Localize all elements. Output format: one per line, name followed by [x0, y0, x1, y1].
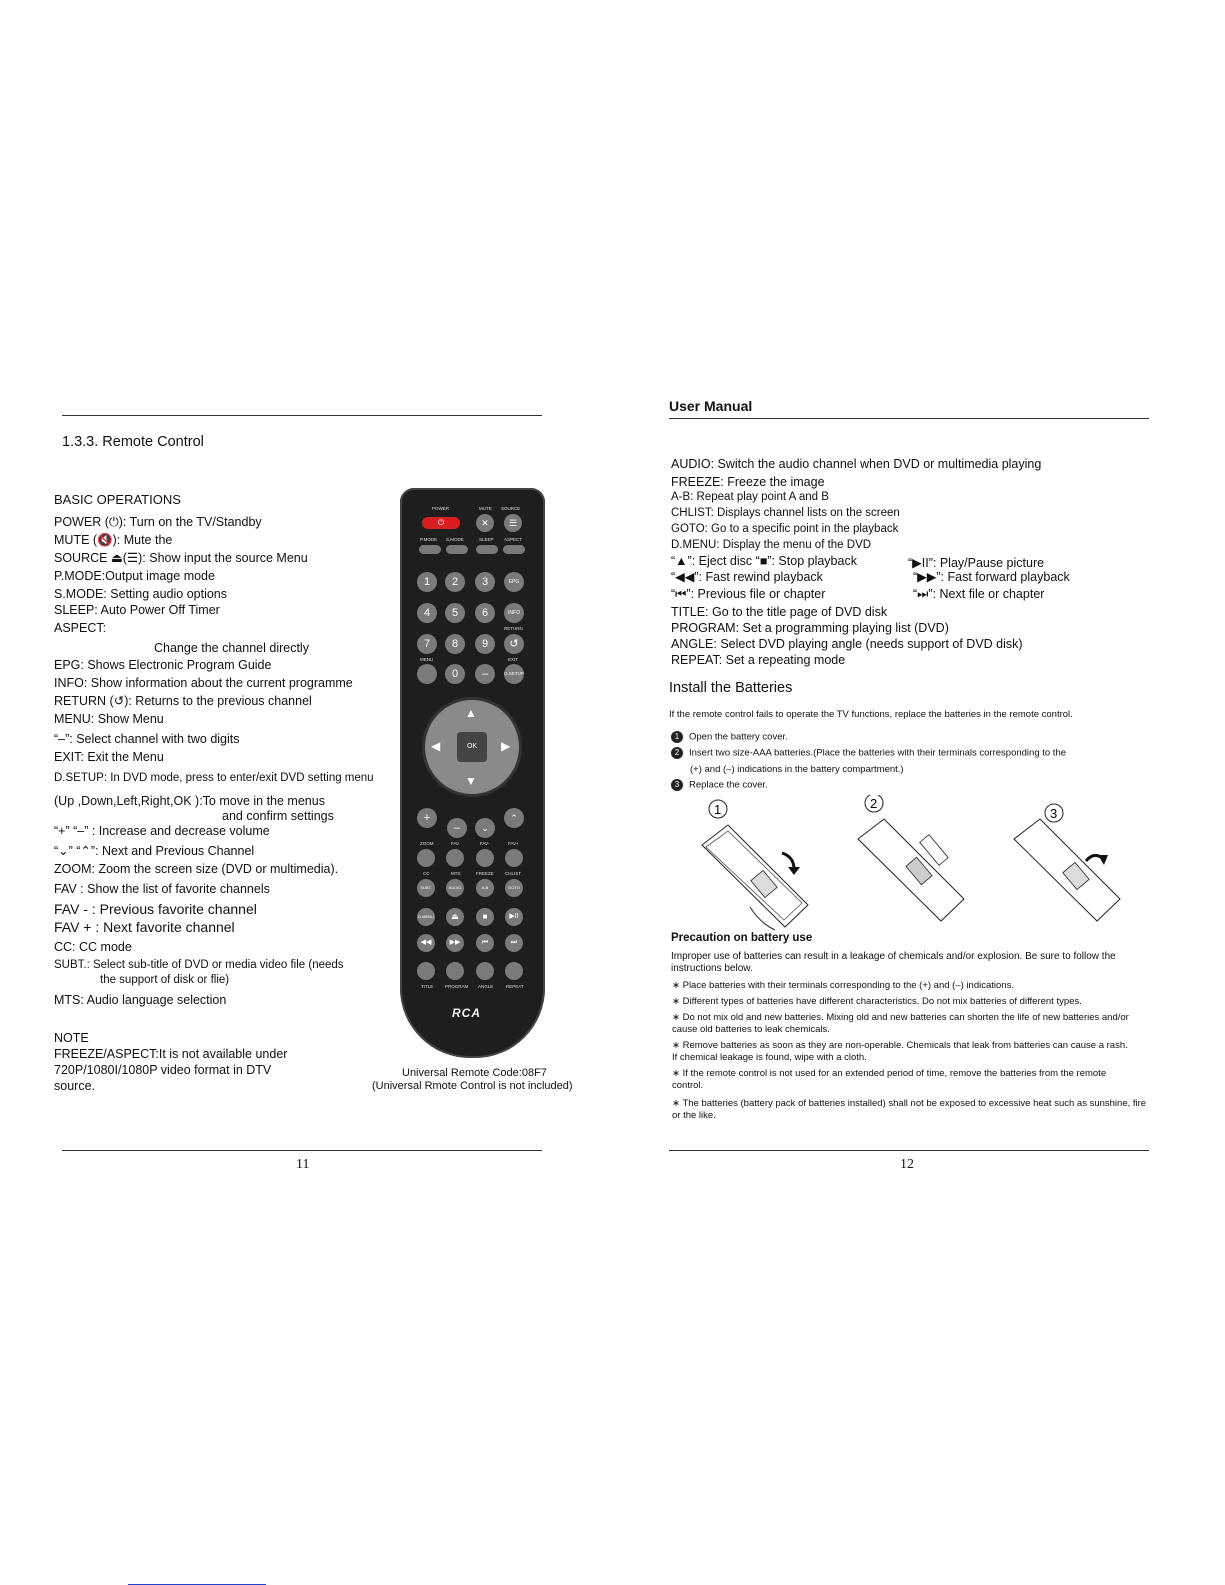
digit-6-button: 6 [475, 603, 495, 623]
dvd-prev-chapter: “⏮”: Previous file or chapter [671, 587, 826, 601]
desc-dmenu: D.MENU: Display the menu of the DVD [671, 539, 872, 551]
battery-title: Install the Batteries [669, 680, 793, 696]
vol-up-button: + [417, 808, 437, 828]
remote-label-mts: MTS [451, 871, 461, 876]
remote-label-mute: MUTE [479, 506, 492, 511]
step-1 [671, 731, 788, 743]
note-heading: NOTE [54, 1031, 89, 1045]
op-line-digits: Change the channel directly [154, 641, 309, 655]
left-bottom-rule [62, 1150, 542, 1151]
precaution-item: ∗ Different types of batteries have different characteristics. Do not mix batteries of different types. [672, 996, 1082, 1007]
note-line-1: FREEZE/ASPECT:It is not available under [54, 1047, 288, 1061]
remote-label-return: RETURN [504, 626, 523, 631]
dvd-next-chapter: “⏭”: Next file or chapter [913, 587, 1045, 601]
right-top-rule [669, 418, 1149, 419]
op-line-info: INFO: Show information about the current programme [54, 676, 353, 690]
remote-label-fav-minus: FAV- [480, 841, 490, 846]
remote-label-cc: CC [423, 871, 430, 876]
desc-angle: ANGLE: Select DVD playing angle (needs support of DVD disk) [671, 637, 1023, 651]
step-1-number: 1 [671, 731, 683, 743]
remote-label-angle: ANGLE [478, 984, 494, 989]
desc-repeat: REPEAT: Set a repeating mode [671, 653, 846, 667]
digit-9-button: 9 [475, 634, 495, 654]
figure-3-label: 3 [1050, 806, 1058, 821]
desc-freeze: FREEZE: Freeze the image [671, 475, 825, 489]
digit-3-button: 3 [475, 572, 495, 592]
fav-button [446, 849, 464, 867]
precaution-item-1: Place batteries with their terminals corresponding to the (+) and (–) indications. [682, 980, 1014, 991]
figure-2 [858, 795, 964, 921]
op-line-epg: EPG: Shows Electronic Program Guide [54, 658, 272, 672]
op-line-dsetup: D.SETUP: In DVD mode, press to enter/exit DVD setting menu [54, 772, 374, 784]
eject-button: ⏏ [446, 908, 464, 926]
desc-audio: AUDIO: Switch the audio channel when DVD or multimedia playing [671, 457, 1042, 471]
remote-label-chlist: CHLIST [505, 871, 522, 876]
remote-label-power: POWER [432, 506, 450, 511]
op-line-fav-plus: FAV + : Next favorite channel [54, 919, 235, 935]
precaution-title: Precaution on battery use [671, 932, 813, 944]
op-line-smode: S.MODE: Setting audio options [54, 587, 228, 601]
step-2-continued [690, 764, 904, 775]
fav-plus-button [505, 849, 523, 867]
step-2 [671, 747, 1066, 759]
remote-label-program: PROGRAM [445, 984, 469, 989]
step-2-number: 2 [671, 747, 683, 759]
subt-button: SUBT. [417, 879, 435, 897]
remote-label-repeat: REPEAT [506, 984, 524, 989]
figure-1 [702, 800, 808, 930]
pmode-button [419, 545, 441, 554]
op-line-power: POWER (⏻): Turn on the TV/Standby [54, 515, 262, 529]
remote-label-exit: EXIT [508, 657, 519, 662]
remote-label-source: SOURCE [501, 506, 521, 511]
info-button: INFO [504, 603, 524, 623]
dash-button: – [475, 664, 495, 684]
digit-0-button: 0 [445, 664, 465, 684]
dpad-right-icon: ▶ [501, 739, 511, 753]
op-line-return: RETURN (↺): Returns to the previous channel [54, 694, 312, 708]
ch-up-button: ⌃ [504, 808, 524, 828]
digit-4-button: 4 [417, 603, 437, 623]
op-line-volume: “+” “–” : Increase and decrease volume [54, 824, 270, 838]
dvd-play-pause: “▶II”: Play/Pause picture [908, 556, 1045, 570]
remote-label-title: TITLE [421, 984, 434, 989]
title-button [417, 962, 435, 980]
ok-button: OK [457, 732, 487, 762]
fav-minus-button [476, 849, 494, 867]
remote-code: Universal Remote Code:08F7 [402, 1067, 547, 1079]
op-line-cc: CC: CC mode [54, 940, 132, 954]
op-line-nav-2: and confirm settings [222, 809, 334, 823]
rewind-button: ◀◀ [417, 934, 435, 952]
step-1-text: Open the battery cover. [689, 731, 788, 743]
step-3-text: Replace the cover. [689, 779, 768, 791]
next-chapter-button: ⏭ [505, 934, 523, 952]
step-2-continued-text: (+) and (–) indications in the battery compartment.) [690, 764, 904, 775]
remote-label-aspect: ASPECT [504, 537, 523, 542]
precaution-item-4: Remove batteries as soon as they are non-operable. Chemicals that leak from batteries can cause a rash. If chemical leakage is found, wipe with a cloth. [672, 1040, 1128, 1063]
left-top-rule [62, 415, 542, 416]
precaution-item: ∗ If the remote control is not used for an extended period of time, remove the batteries from the remote control. [672, 1068, 1107, 1091]
remote-label-smode: S.MODE [446, 537, 464, 542]
remote-label-fav: FAV [451, 841, 460, 846]
dpad-down-icon: ▼ [465, 774, 477, 788]
forward-button: ▶▶ [446, 934, 464, 952]
remote-control-illustration [400, 488, 545, 1058]
precaution-item-3: Do not mix old and new batteries. Mixing old and new batteries can shorten the life of new batteries and/or cause old batteries to leak chemicals. [672, 1012, 1129, 1035]
op-line-zoom: ZOOM: Zoom the screen size (DVD or multimedia). [54, 862, 339, 876]
digit-2-button: 2 [445, 572, 465, 592]
desc-ab: A-B: Repeat play point A and B [671, 491, 829, 503]
remote-label-sleep: SLEEP [479, 537, 494, 542]
play-pause-button: ▶II [505, 908, 523, 926]
dvd-eject-stop: “▲”: Eject disc “■”: Stop playback [671, 554, 857, 568]
note-line-3: source. [54, 1079, 95, 1093]
precaution-item-2: Different types of batteries have different characteristics. Do not mix batteries of different types. [682, 996, 1082, 1007]
digit-1-button: 1 [417, 572, 437, 592]
basic-operations-heading: BASIC OPERATIONS [54, 492, 181, 507]
figure-3 [1014, 804, 1120, 921]
op-line-source: SOURCE ⏏(☰): Show input the source Menu [54, 551, 308, 565]
remote-code-note: (Universal Rmote Control is not included) [372, 1080, 573, 1092]
precaution-item-5: If the remote control is not used for an extended period of time, remove the batteries from the remote control. [672, 1068, 1107, 1091]
goto-button: GOTO [505, 879, 523, 897]
vol-down-button: – [447, 818, 467, 838]
digit-5-button: 5 [445, 603, 465, 623]
battery-intro: If the remote control fails to operate the TV functions, replace the batteries in the remote control. [669, 709, 1073, 720]
remote-label-zoom: ZOOM [420, 841, 434, 846]
figure-1-label: 1 [714, 802, 722, 817]
audio-button: AUDIO [446, 879, 464, 897]
op-line-fav-minus: FAV - : Previous favorite channel [54, 901, 257, 917]
op-line-nav: (Up ,Down,Left,Right,OK ):To move in the menus [54, 794, 325, 808]
ch-down-button: ⌄ [475, 818, 495, 838]
menu-button [417, 664, 437, 684]
op-line-sleep: SLEEP: Auto Power Off Timer [54, 603, 220, 617]
precaution-item: ∗ Remove batteries as soon as they are non-operable. Chemicals that leak from batteries can cause a rash. If chemical leakage is found, wipe with a cloth. [672, 1040, 1128, 1063]
sleep-button [476, 545, 498, 554]
op-line-channel: “⌄” “⌃”: Next and Previous Channel [54, 844, 255, 858]
desc-chlist: CHLIST: Displays channel lists on the screen [671, 507, 900, 519]
op-line-dash: “–”: Select channel with two digits [54, 732, 240, 746]
dvd-rewind: “◀◀”: Fast rewind playback [671, 570, 823, 584]
precaution-item: ∗ Place batteries with their terminals corresponding to the (+) and (–) indications. [672, 980, 1014, 991]
dsetup-button: D.SETUP [504, 664, 524, 684]
user-manual-header: User Manual [669, 398, 753, 414]
step-2-text: Insert two size-AAA batteries.(Place the batteries with their terminals corresponding to the [689, 747, 1067, 759]
page-number-right: 12 [900, 1157, 914, 1172]
dpad [425, 700, 519, 794]
repeat-button [505, 962, 523, 980]
op-line-pmode: P.MODE:Output image mode [54, 569, 215, 583]
angle-button [476, 962, 494, 980]
dvd-forward: “▶▶”: Fast forward playback [913, 570, 1070, 584]
op-line-fav: FAV : Show the list of favorite channels [54, 882, 270, 896]
prev-chapter-button: ⏮ [476, 934, 494, 952]
digit-8-button: 8 [445, 634, 465, 654]
section-title: 1.3.3. Remote Control [62, 434, 204, 450]
precaution-item: ∗ Do not mix old and new batteries. Mixing old and new batteries can shorten the life of new batteries and/or cause old batteries to leak chemicals. [672, 1012, 1129, 1035]
remote-label-pmode: P.MODE [420, 537, 438, 542]
source-button: ☰ [504, 514, 522, 532]
battery-figures [690, 795, 1150, 935]
right-bottom-rule [669, 1150, 1149, 1151]
op-line-menu: MENU: Show Menu [54, 712, 164, 726]
dmenu-button: D.MENU [417, 908, 435, 926]
dpad-left-icon: ◀ [431, 739, 441, 753]
zoom-button [417, 849, 435, 867]
power-button: ⏻ [422, 517, 460, 529]
op-line-exit: EXIT: Exit the Menu [54, 750, 164, 764]
precaution-item-6: The batteries (battery pack of batteries installed) shall not be exposed to excessive heat such as sunshine, fire or the like. [672, 1098, 1147, 1121]
op-line-subt-2: the support of disk or flie) [100, 974, 230, 986]
remote-label-fav-plus: FAV+ [508, 841, 519, 846]
op-line-subt: SUBT.: Select sub-title of DVD or media video file (needs [54, 959, 344, 971]
rca-logo: RCA [452, 1006, 481, 1020]
ab-button: A-B [476, 879, 494, 897]
remote-label-menu: MENU [420, 657, 434, 662]
desc-goto: GOTO: Go to a specific point in the playback [671, 523, 899, 535]
stop-button: ■ [476, 908, 494, 926]
remote-label-freeze: FREEZE [476, 871, 494, 876]
op-line-mts: MTS: Audio language selection [54, 993, 227, 1007]
program-button [446, 962, 464, 980]
step-3-number: 3 [671, 779, 683, 791]
mute-button: ✕ [476, 514, 494, 532]
epg-button: EPG [504, 572, 524, 592]
page-number-left: 11 [296, 1157, 310, 1172]
precaution-item: ∗ The batteries (battery pack of batteries installed) shall not be exposed to excessive heat such as sunshine, fire or the like. [672, 1098, 1147, 1121]
aspect-button [503, 545, 525, 554]
op-line-aspect: ASPECT: [54, 621, 107, 635]
desc-title: TITLE: Go to the title page of DVD disk [671, 605, 888, 619]
return-button: ↺ [504, 634, 524, 654]
op-line-mute: MUTE (🔇): Mute the [54, 533, 173, 547]
note-line-2: 720P/1080I/1080P video format in DTV [54, 1063, 272, 1077]
precaution-intro: Improper use of batteries can result in a leakage of chemicals and/or explosion. Be sure to follow the instructions below. [671, 951, 1116, 974]
digit-7-button: 7 [417, 634, 437, 654]
step-3 [671, 779, 768, 791]
smode-button [446, 545, 468, 554]
figure-2-label: 2 [870, 796, 878, 811]
dpad-up-icon: ▲ [465, 706, 477, 720]
desc-program: PROGRAM: Set a programming playing list (DVD) [671, 621, 949, 635]
